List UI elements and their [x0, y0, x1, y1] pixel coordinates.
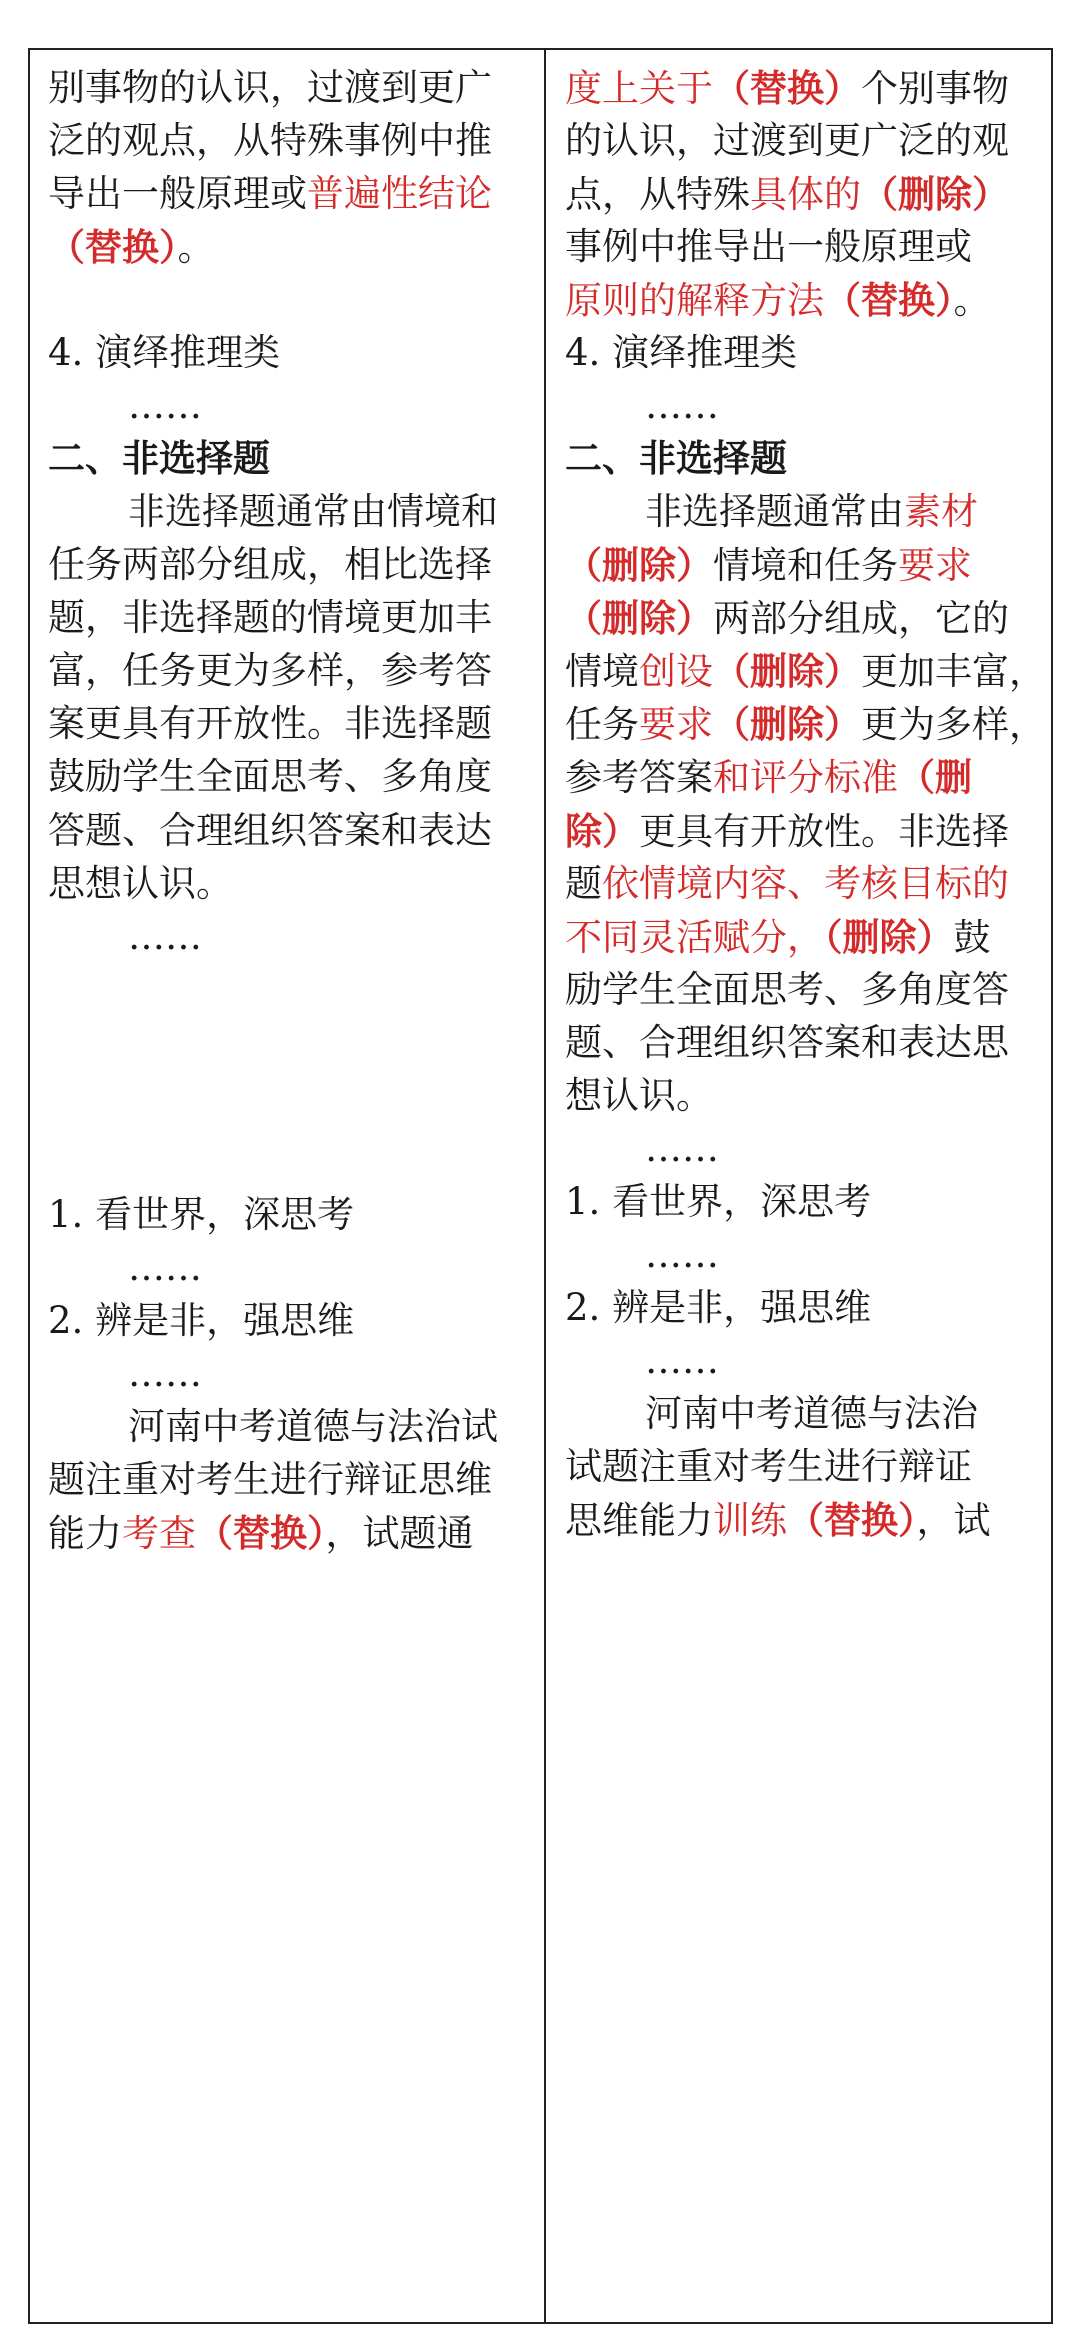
left-item-2: 2. 辨是非，强思维: [48, 1299, 355, 1342]
right-p2-line1: 非选择题通常由素材: [645, 490, 978, 533]
replaced-text: 考查: [122, 1512, 196, 1555]
delete-mark: （删除）: [824, 915, 954, 959]
delete-mark: （删除）: [861, 172, 1009, 216]
right-p2-line11: 题、合理组织答案和表达思: [565, 1021, 1009, 1064]
right-item-4: 4. 演绎推理类: [565, 331, 798, 374]
right-p1-line1: 度上关于（替换）个别事物: [565, 66, 1009, 110]
left-p2-line2: 任务两部分组成，相比选择: [48, 543, 492, 586]
column-divider: [544, 48, 546, 2324]
left-p1-line1: 别事物的认识，过渡到更广: [48, 66, 492, 109]
right-p2-line2: （删除）情境和任务要求: [565, 543, 972, 587]
right-p1-line3: 点，从特殊具体的（删除）: [565, 172, 1009, 216]
replaced-text: 普遍性结论: [307, 172, 492, 215]
right-p2-line6: 参考答案和评分标准（删: [565, 755, 972, 799]
delete-mark: （删: [898, 755, 972, 799]
replace-mark: （替换）: [787, 1498, 917, 1542]
right-p1-line4: 事例中推导出一般原理或: [565, 225, 972, 268]
left-p2-line7: 答题、合理组织答案和表达: [48, 809, 492, 852]
right-p2-line12: 想认识。: [565, 1074, 713, 1117]
replace-mark: （替换）: [713, 66, 861, 110]
left-p2-line6: 鼓励学生全面思考、多角度: [48, 755, 492, 798]
left-ellipsis-3: ……: [128, 1246, 202, 1289]
left-p2-line5: 案更具有开放性。非选择题: [48, 702, 492, 745]
left-p1-line3: 导出一般原理或普遍性结论: [48, 172, 492, 215]
right-p3-line1: 河南中考道德与法治: [645, 1392, 978, 1435]
replace-mark: （替换）: [824, 278, 954, 322]
right-p2-line10: 励学生全面思考、多角度答: [565, 968, 1009, 1011]
right-p1-line2: 的认识，过渡到更广泛的观: [565, 119, 1009, 162]
left-item-4: 4. 演绎推理类: [48, 331, 281, 374]
deleted-text: 不同灵活赋分，: [565, 916, 824, 959]
delete-mark: （删除）: [713, 702, 861, 746]
left-p2-line4: 富，任务更为多样，参考答: [48, 649, 492, 692]
right-section-heading: 二、非选择题: [565, 437, 787, 480]
right-p2-line5: 任务要求（删除）更为多样，: [565, 702, 1046, 746]
right-p2-line4: 情境创设（删除）更加丰富，: [565, 649, 1046, 693]
left-item-1: 1. 看世界，深思考: [48, 1193, 355, 1236]
left-p3-line1: 河南中考道德与法治试: [128, 1405, 498, 1448]
right-p1-line5: 原则的解释方法（替换）。: [565, 278, 991, 322]
right-ellipsis-1: ……: [645, 384, 719, 427]
right-item-1: 1. 看世界，深思考: [565, 1180, 872, 1223]
left-p1-line4: （替换）。: [48, 225, 215, 269]
right-p2-line3: （删除）两部分组成，它的: [565, 596, 1009, 640]
deleted-text: 要求: [639, 703, 713, 746]
left-p3-line2: 题注重对考生进行辩证思维: [48, 1458, 492, 1501]
deleted-text: 素材: [904, 490, 978, 533]
delete-mark: （删除）: [713, 649, 861, 693]
right-p3-line3: 思维能力训练（替换），试: [565, 1498, 991, 1542]
left-ellipsis-4: ……: [128, 1352, 202, 1395]
left-ellipsis-1: ……: [128, 384, 202, 427]
right-p2-line8: 题依情境内容、考核目标的: [565, 862, 1009, 905]
right-p2-line7: 除）更具有开放性。非选择: [565, 809, 1009, 853]
left-p1-line2: 泛的观点，从特殊事例中推: [48, 119, 492, 162]
right-ellipsis-2: ……: [645, 1127, 719, 1170]
left-p2-line1: 非选择题通常由情境和: [128, 490, 498, 533]
right-ellipsis-4: ……: [645, 1339, 719, 1382]
left-p2-line8: 思想认识。: [48, 862, 233, 905]
delete-mark: 除）: [565, 809, 639, 853]
left-ellipsis-2: ……: [128, 915, 202, 958]
replaced-text: 训练: [713, 1499, 787, 1542]
right-p3-line2: 试题注重对考生进行辩证: [565, 1445, 972, 1488]
revised-text: 度上关于: [565, 67, 713, 110]
right-p2-line9: 不同灵活赋分，（删除）鼓: [565, 915, 991, 959]
left-p2-line3: 题，非选择题的情境更加丰: [48, 596, 492, 639]
replace-mark: （替换）: [48, 225, 178, 269]
right-item-2: 2. 辨是非，强思维: [565, 1286, 872, 1329]
revised-text: 原则的解释方法: [565, 279, 824, 322]
deleted-text: 要求: [898, 544, 972, 587]
deleted-text: 具体的: [750, 173, 861, 216]
left-section-heading: 二、非选择题: [48, 437, 270, 480]
deleted-text: 依情境内容、考核目标的: [602, 862, 1009, 905]
delete-mark: （删除）: [565, 543, 713, 587]
delete-mark: （删除）: [565, 596, 713, 640]
replace-mark: （替换）: [196, 1511, 326, 1555]
left-p3-line3: 能力考查（替换），试题通: [48, 1511, 474, 1555]
right-ellipsis-3: ……: [645, 1233, 719, 1276]
deleted-text: 和评分标准: [713, 756, 898, 799]
deleted-text: 创设: [639, 650, 713, 693]
